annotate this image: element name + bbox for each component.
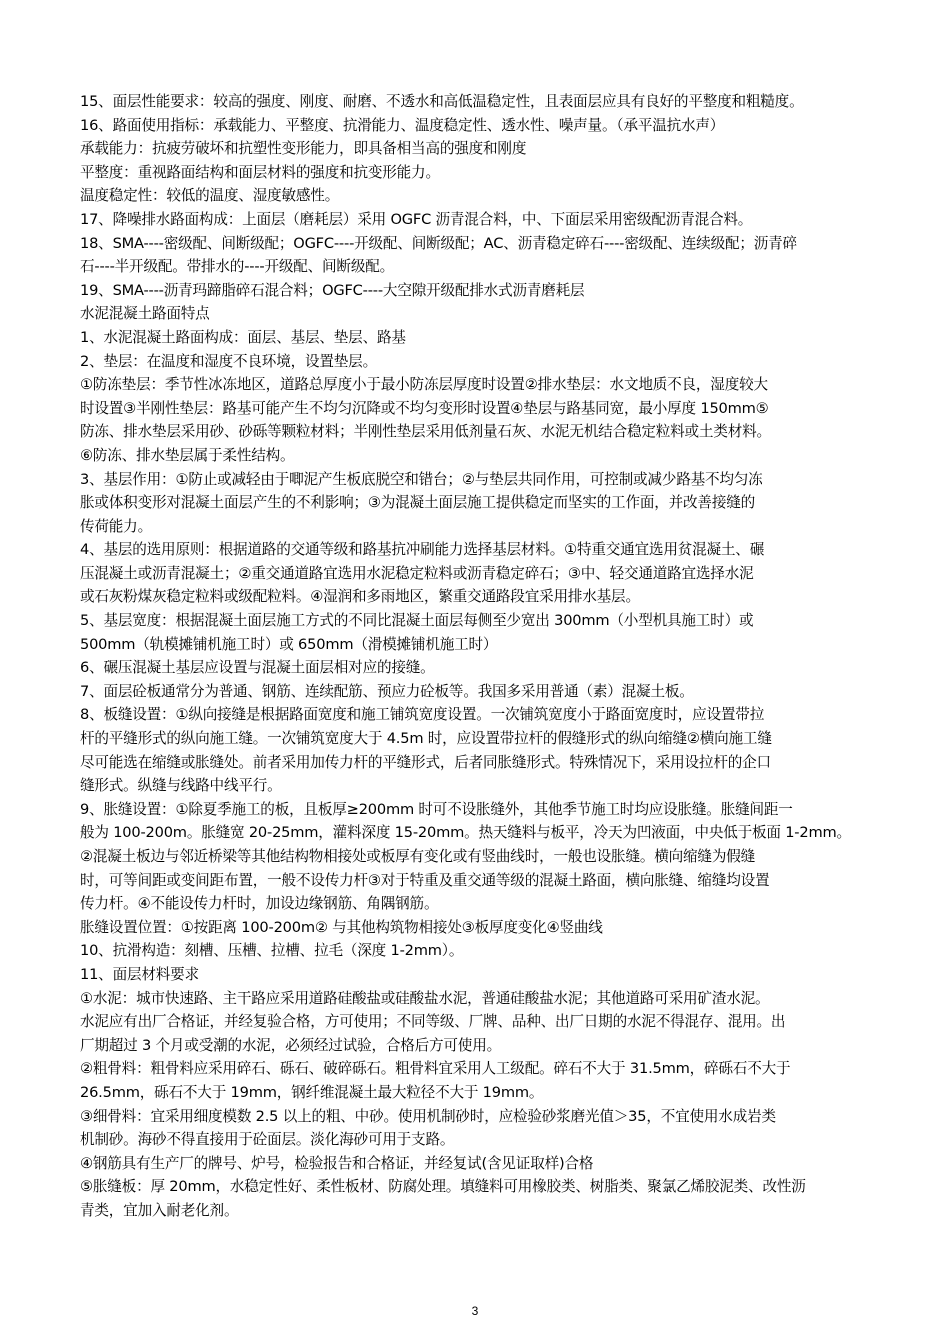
text-line: ①水泥：城市快速路、主干路应采用道路硅酸盐或硅酸盐水泥，普通硅酸盐水泥；其他道路可采用矿渣水泥。 <box>80 989 770 1007</box>
text-line: 8、板缝设置：①纵向接缝是根据路面宽度和施工铺筑宽度设置。一次铺筑宽度小于路面宽度时，应设置带拉 <box>80 706 765 724</box>
text-line: 机制砂。海砂不得直接用于砼面层。淡化海砂可用于支路。 <box>80 1131 455 1149</box>
text-line: 水泥混凝土路面特点 <box>80 305 210 323</box>
text-line: ②混凝土板边与邻近桥梁等其他结构物相接处或板厚有变化或有竖曲线时，一般也设胀缝。横向缩缝为假缝 <box>80 848 755 865</box>
text-line: 石----半开级配。带排水的----开级配、间断级配。 <box>80 258 395 276</box>
text-line: 般为 100-200m。胀缝宽 20-25mm，灌料深度 15-20mm。热天缝料与板平，冷天为凹液面，中央低于板面 1-2mm。 <box>80 824 851 842</box>
text-line: 青类，宜加入耐老化剂。 <box>80 1201 239 1219</box>
text-line: ⑤胀缝板：厚 20mm，水稳定性好、柔性板材、防腐处理。填缝料可用橡胶类、树脂类、聚氯乙烯胶泥类、改性沥 <box>80 1178 806 1196</box>
text-line: 17、降噪排水路面构成：上面层（磨耗层）采用 OGFC 沥青混合料，中、下面层采用密级配沥青混合料。 <box>80 210 753 228</box>
text-line: 6、碾压混凝土基层应设置与混凝土面层相对应的接缝。 <box>80 659 435 677</box>
text-line: 4、基层的选用原则：根据道路的交通等级和路基抗冲刷能力选择基层材料。①特重交通宜选用贫混凝土、碾 <box>80 541 765 559</box>
text-line: 传荷能力。 <box>80 517 152 535</box>
text-line: 9、胀缝设置：①除夏季施工的板，且板厚≥200mm 时可不设胀缝外，其他季节施工时均应设胀缝。胀缝间距一 <box>80 800 793 818</box>
text-line: 平整度：重视路面结构和面层材料的强度和抗变形能力。 <box>80 163 440 181</box>
text-line: 500mm（轨模摊铺机施工时）或 650mm（滑模摊铺机施工时） <box>80 635 498 653</box>
document-body <box>80 90 880 1223</box>
text-line: 水泥应有出厂合格证，并经复验合格，方可使用；不同等级、厂牌、品种、出厂日期的水泥不得混存、混用。出 <box>80 1013 786 1031</box>
text-line: 18、SMA----密级配、间断级配；OGFC----开级配、间断级配；AC、沥青稳定碎石----密级配、连续级配；沥青碎 <box>80 234 797 252</box>
text-line: ②粗骨料：粗骨料应采用碎石、砾石、破碎砾石。粗骨料宜采用人工级配。碎石不大于 31.5mm，碎砾石不大于 <box>80 1060 791 1078</box>
text-line: 16、路面使用指标：承载能力、平整度、抗滑能力、温度稳定性、透水性、噪声量。（承平温抗水声） <box>80 116 725 134</box>
text-line: 传力杆。④不能设传力杆时，加设边缘钢筋、角隅钢筋。 <box>80 895 439 913</box>
text-line: 时设置③半刚性垫层：路基可能产生不均匀沉降或不均匀变形时设置④垫层与路基同宽，最小厚度 150mm⑤ <box>80 399 769 417</box>
text-line: ③细骨料：宜采用细度模数 2.5 以上的粗、中砂。使用机制砂时，应检验砂浆磨光值＞35，不宜使用水成岩类 <box>80 1107 776 1125</box>
text-line: 尽可能选在缩缝或胀缝处。前者采用加传力杆的平缝形式，后者同胀缝形式。特殊情况下，采用设拉杆的企口 <box>80 753 771 771</box>
text-line: 温度稳定性：较低的温度、湿度敏感性。 <box>80 187 340 205</box>
text-line: 压混凝土或沥青混凝土；②重交通道路宜选用水泥稳定粒料或沥青稳定碎石；③中、轻交通道路宜选择水泥 <box>80 564 754 582</box>
text-line: ①防冻垫层：季节性冰冻地区，道路总厚度小于最小防冻层厚度时设置②排水垫层：水文地质不良，湿度较大 <box>80 376 768 394</box>
text-line: 5、基层宽度：根据混凝土面层施工方式的不同比混凝土面层每侧至少宽出 300mm（小型机具施工时）或 <box>80 612 754 630</box>
text-line: 7、面层砼板通常分为普通、钢筋、连续配筋、预应力砼板等。我国多采用普通（素）混凝土板。 <box>80 682 694 700</box>
text-line: 26.5mm，砾石不大于 19mm，钢纤维混凝土最大粒径不大于 19mm。 <box>80 1083 544 1101</box>
text-line: 2、垫层：在温度和湿度不良环境，设置垫层。 <box>80 352 377 370</box>
text-line: 防冻、排水垫层采用砂、砂砾等颗粒材料；半刚性垫层采用低剂量石灰、水泥无机结合稳定粒料或土类材料。 <box>80 423 771 441</box>
text-line: 10、抗滑构造：刻槽、压槽、拉槽、拉毛（深度 1-2mm）。 <box>80 942 464 960</box>
text-line: 时，可等间距或变间距布置，一般不设传力杆③对于特重及重交通等级的混凝土路面，横向胀缝、缩缝均设置 <box>80 871 770 889</box>
text-line: 或石灰粉煤灰稳定粒料或级配粒料。④湿润和多雨地区，繁重交通路段宜采用排水基层。 <box>80 588 640 606</box>
text-line: 杆的平缝形式的纵向施工缝。一次铺筑宽度大于 4.5m 时，应设置带拉杆的假缝形式的纵向缩缝②横向施工缝 <box>80 730 772 748</box>
text-line: ④钢筋具有生产厂的牌号、炉号，检验报告和合格证，并经复试(含见证取样)合格 <box>80 1154 594 1172</box>
page-number: 3 <box>471 1304 479 1318</box>
text-line: 3、基层作用：①防止或减轻由于唧泥产生板底脱空和错台；②与垫层共同作用，可控制或减少路基不均匀冻 <box>80 470 763 488</box>
text-line: 承载能力：抗疲劳破坏和抗塑性变形能力，即具备相当高的强度和刚度 <box>80 140 527 158</box>
text-line: 1、水泥混凝土路面构成：面层、基层、垫层、路基 <box>80 328 406 346</box>
text-line: 11、面层材料要求 <box>80 965 199 983</box>
text-line: ⑥防冻、排水垫层属于柔性结构。 <box>80 446 295 464</box>
text-line: 缝形式。纵缝与线路中线平行。 <box>80 777 282 795</box>
text-line: 胀缝设置位置：①按距离 100-200m② 与其他构筑物相接处③板厚度变化④竖曲线 <box>80 918 603 936</box>
text-line: 15、面层性能要求：较高的强度、刚度、耐磨、不透水和高低温稳定性，且表面层应具有良好的平整度和粗糙度。 <box>80 93 804 110</box>
text-line: 厂期超过 3 个月或受潮的水泥，必须经过试验，合格后方可使用。 <box>80 1036 501 1054</box>
text-line: 胀或体积变形对混凝土面层产生的不利影响；③为混凝土面层施工提供稳定而坚实的工作面，并改善接缝的 <box>80 494 755 512</box>
text-line: 19、SMA----沥青玛蹄脂碎石混合料；OGFC----大空隙开级配排水式沥青磨耗层 <box>80 281 585 299</box>
